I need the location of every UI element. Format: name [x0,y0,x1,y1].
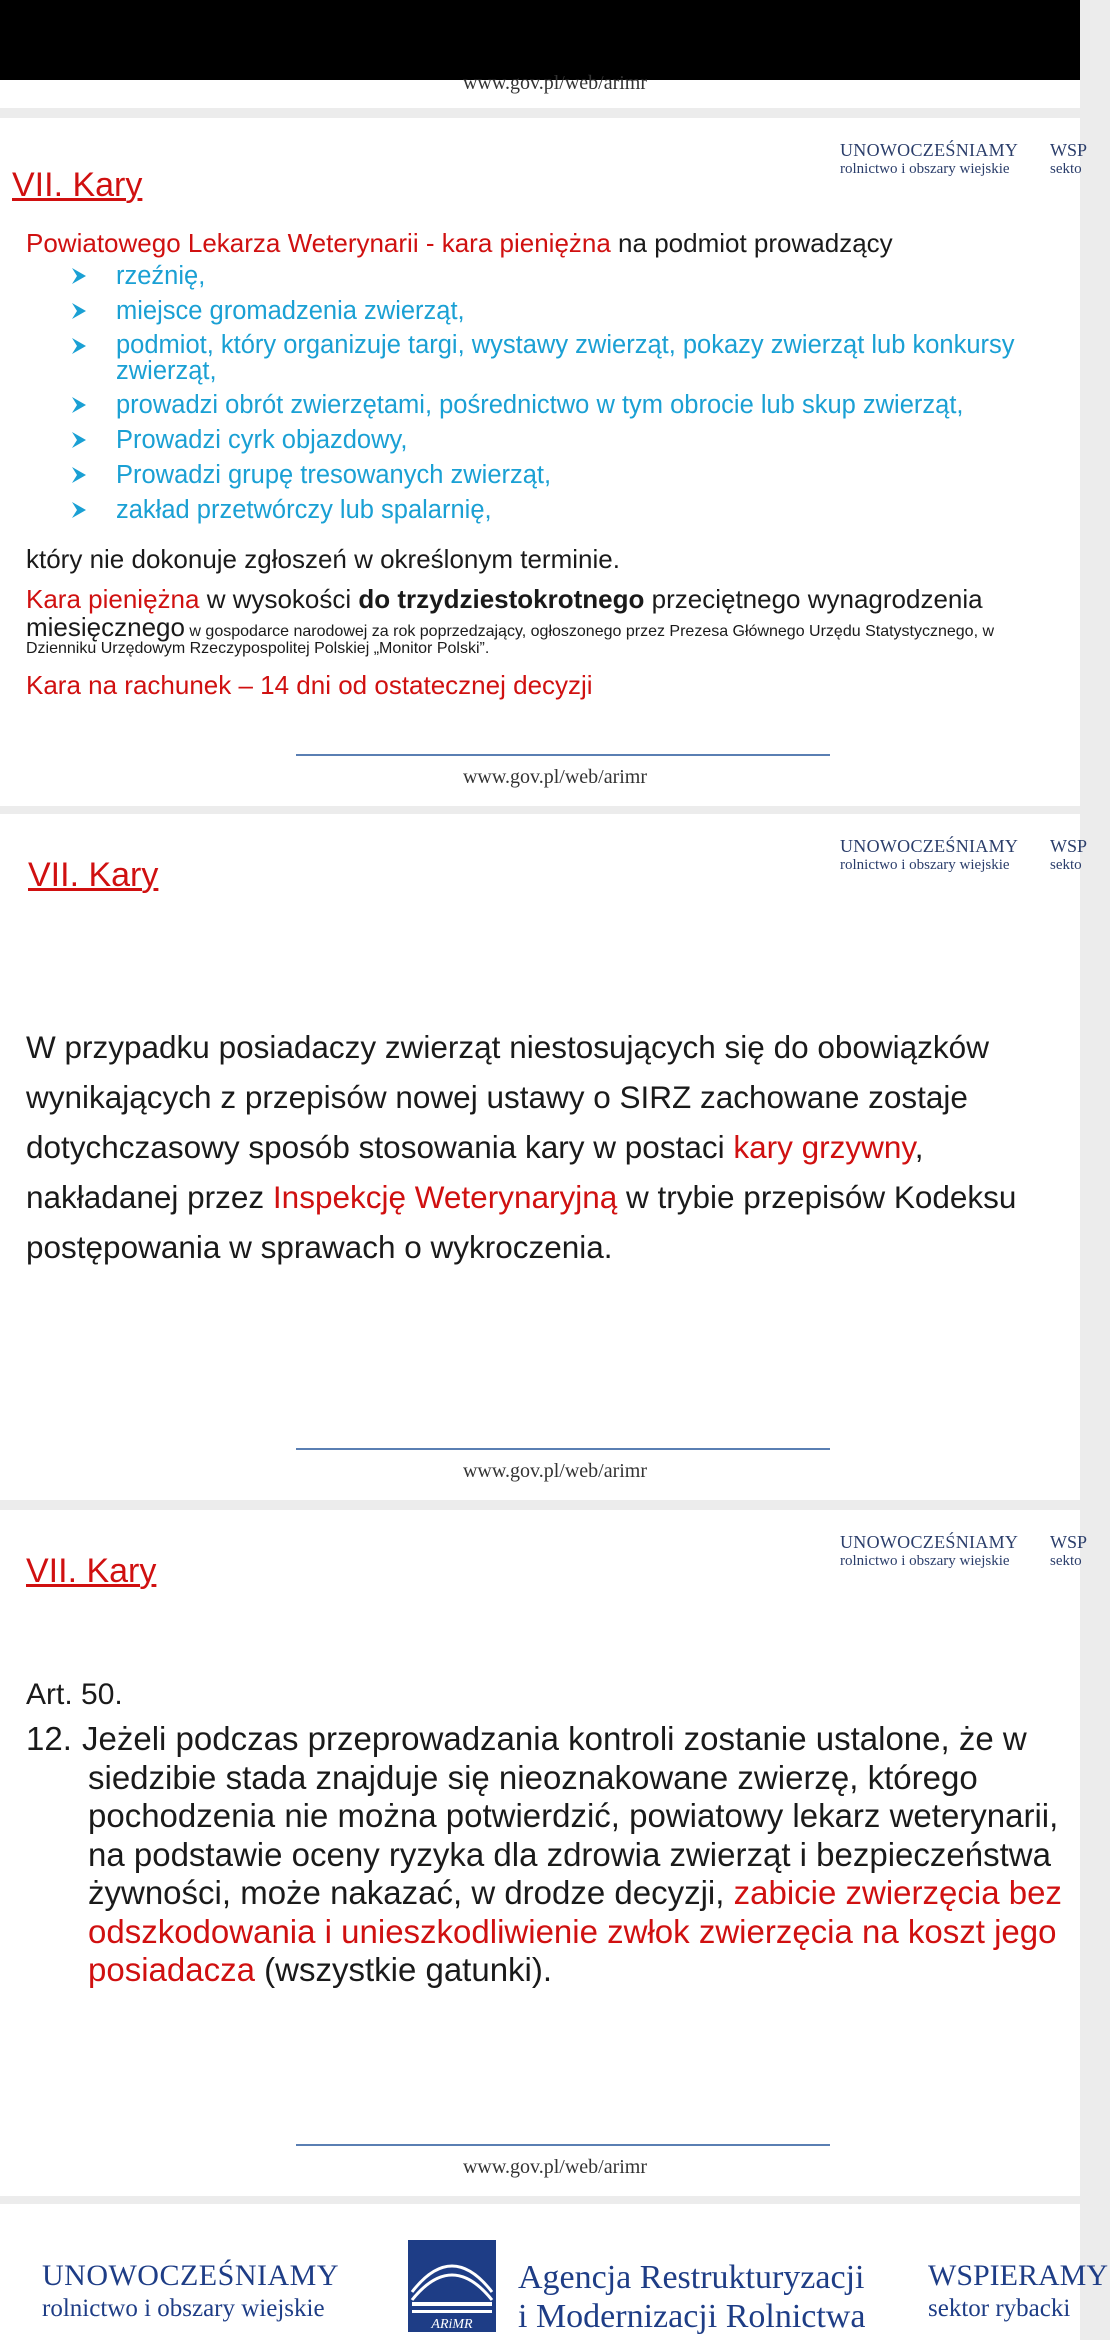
arrow-bullet-icon [70,431,88,449]
footer-divider [296,2144,830,2146]
brand-modernizing: UNOWOCZEŚNIAMY rolnictwo i obszary wiejskie [840,836,1019,873]
footer-url: www.gov.pl/web/arimr [462,766,648,788]
arrow-bullet-icon [70,396,88,414]
arrow-bullet-icon [70,337,88,355]
slide-partial-top [0,72,1080,108]
logo-bar [0,2204,1109,2340]
brand-supporting-cut: WSP sekto [1050,836,1088,873]
status-bar [0,0,1080,80]
list-item: rzeźnię, [70,262,1080,290]
arrow-bullet-icon [70,466,88,484]
lead-text: Powiatowego Lekarza Weterynarii - kara pieniężna na podmiot prowadzący [26,228,893,258]
list-item: miejsce gromadzenia zwierząt, [70,297,1080,325]
after-list-text: który nie dokonuje zgłoszeń w określonym terminie. [26,544,620,574]
arimr-logo-icon [408,2240,496,2332]
penalty-amount-text: Kara pieniężna w wysokości do trzydziestokrotnego przeciętnego wynagrodzenia [26,584,983,614]
brand-modernizing-logo: UNOWOCZEŚNIAMY rolnictwo i obszary wiejskie [42,2259,339,2322]
brand-supporting-cut: WSP sekto [1050,1532,1088,1569]
brand-modernizing: UNOWOCZEŚNIAMY rolnictwo i obszary wiejskie [840,1532,1019,1569]
brand-supporting-logo: WSPIERAMY sektor rybacki [928,2259,1109,2322]
list-item: podmiot, który organizuje targi, wystawy zwierząt, pokazy zwierząt lub konkursy zwierząt, [70,332,1080,384]
slide-title: VII. Kary [28,856,159,894]
list-item: Prowadzi grupę tresowanych zwierząt, [70,461,1080,489]
article-item: 12. Jeżeli podczas przeprowadzania kontroli zostanie ustalone, że w siedzibie stada znajduje się nieoznakowane zwierzę, którego pochodzenia nie można potwierdzić, powiatowy lekarz weterynarii, na podstawie oceny ryzyka dla zdrowia zwierząt i bezpieczeństwa żywności, może nakazać, w drodze decyzji, zabicie zwierzęcia bez odszkodowania i unieszkodliwienie zwłok zwierzęcia na koszt jego posiadacza (wszystkie gatunki). [26,1720,1062,1988]
footer-url: www.gov.pl/web/arimr [462,72,648,94]
arrow-bullet-icon [70,302,88,320]
list-item: Prowadzi cyrk objazdowy, [70,426,1080,454]
brand-modernizing: UNOWOCZEŚNIAMY rolnictwo i obszary wiejskie [840,140,1019,177]
monitor-polski-text: Dzienniku Urzędowym Rzeczypospolitej Polskiej „Monitor Polski”. [26,640,490,657]
monthly-salary-text: miesięcznego w gospodarce narodowej za rok poprzedzający, ogłoszonego przez Prezesa Głównego Urzędu Statystycznego, w [26,612,995,642]
slide-title: VII. Kary [26,1552,157,1590]
list-item: prowadzi obrót zwierzętami, pośrednictwo w tym obrocie lub skup zwierząt, [70,391,1080,419]
footer-divider [296,1448,830,1450]
article-heading: Art. 50. [26,1678,123,1711]
list-item: zakład przetwórczy lub spalarnię, [70,496,1080,524]
arrow-bullet-icon [70,501,88,519]
slide-penalties-3 [0,1510,1088,2196]
arrow-bullet-icon [70,267,88,285]
svg-text:ARiMR: ARiMR [431,2317,473,2332]
brand-supporting-cut: WSP sekto [1050,140,1088,177]
footer-url: www.gov.pl/web/arimr [462,2156,648,2178]
slide-penalties-1 [0,118,1088,806]
item-number: 12. [26,1720,72,1757]
slide-penalties-2 [0,814,1088,1500]
agency-name: Agencja Restrukturyzacji i Modernizacji Rolnictwa [518,2259,866,2336]
footer-url: www.gov.pl/web/arimr [462,1460,648,1482]
fine-paragraph: W przypadku posiadaczy zwierząt niestosujących się do obowiązków wynikających z przepisów nowej ustawy o SIRZ zachowane zostaje dotychczasowy sposób stosowania kary w postaci kary grzywny, nakładanej przez Inspekcję Weterynaryjną w trybie przepisów Kodeksu postępowania w sprawach o wykroczenia. [26,1029,1017,1265]
payment-deadline-text: Kara na rachunek – 14 dni od ostatecznej decyzji [26,670,593,700]
entity-list [70,262,1080,531]
slide-title: VII. Kary [12,166,143,204]
footer-divider [296,754,830,756]
